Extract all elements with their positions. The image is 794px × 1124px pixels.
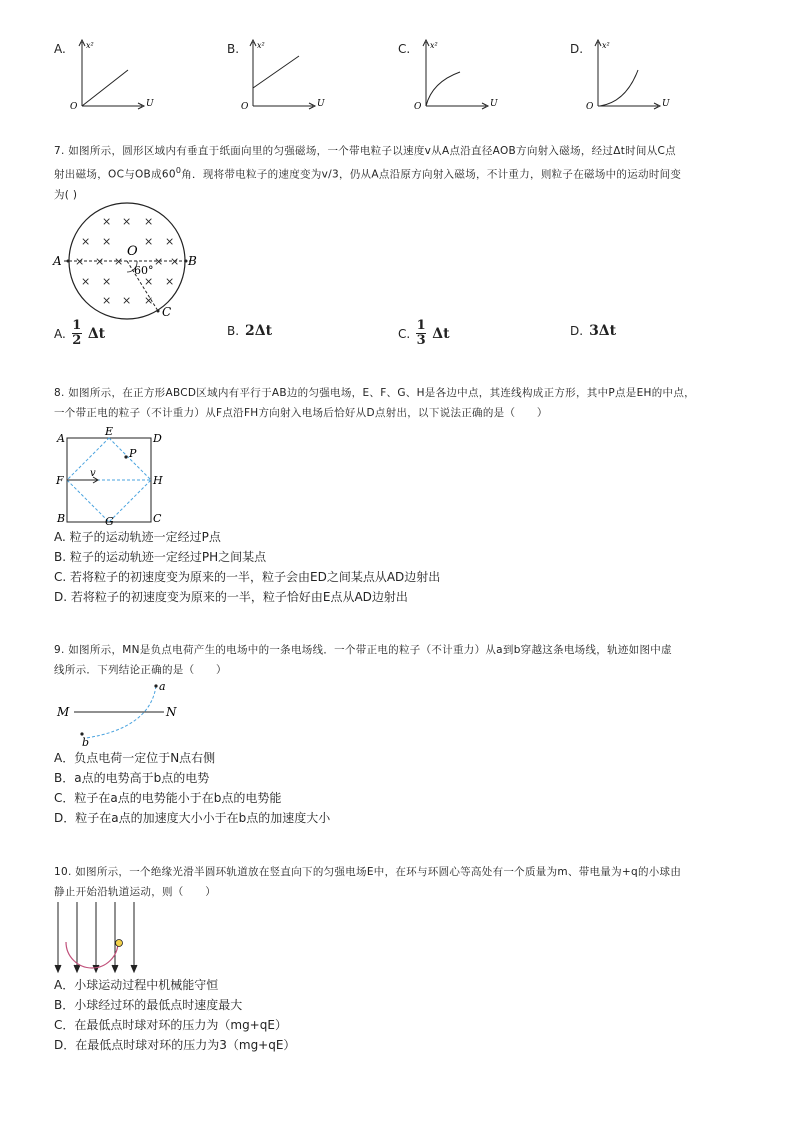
point-label-p: P bbox=[129, 447, 137, 460]
q6-graph-c bbox=[410, 36, 510, 112]
svg-text:×: × bbox=[170, 255, 180, 268]
question-9-stem bbox=[54, 640, 754, 680]
label-a: a bbox=[159, 680, 166, 693]
fraction: $\frac{1}{2}$ bbox=[72, 318, 82, 348]
point-label-e: E bbox=[105, 426, 114, 438]
q8-options bbox=[54, 527, 440, 607]
stem-line: 为( ) bbox=[54, 188, 78, 201]
option-c: C. 若将粒子的初速度变为原来的一半，粒子会由ED之间某点从AD边射出 bbox=[54, 570, 441, 584]
y-axis-label: x² bbox=[86, 41, 94, 50]
stem-line: 9. 如图所示，MN是负点电荷产生的电场中的一条电场线．一个带正电的粒子（不计重力）从a到b穿越这条电场线，轨迹如图中虚 bbox=[54, 644, 672, 656]
x-axis-label: U bbox=[662, 99, 670, 109]
curve bbox=[82, 70, 128, 106]
point-label-a: A bbox=[53, 254, 62, 268]
stem-line: 8. 如图所示，在正方形ABCD区域内有平行于AB边的匀强电场，E、F、G、H是各边中点，其连线构成正方形，其中P点是EH的中点， bbox=[54, 387, 695, 399]
point-label-c: C bbox=[153, 512, 162, 525]
option-b: B. 粒子的运动轨迹一定经过PH之间某点 bbox=[54, 550, 267, 564]
svg-text:×: × bbox=[154, 255, 164, 268]
svg-text:×: × bbox=[122, 215, 132, 228]
point-label-c: C bbox=[162, 305, 172, 319]
svg-text:×: × bbox=[144, 275, 154, 288]
ball-icon bbox=[116, 940, 123, 947]
svg-text:×: × bbox=[165, 235, 175, 248]
stem-line: 线所示．下列结论正确的是（ ） bbox=[54, 664, 227, 676]
svg-text:×: × bbox=[102, 215, 112, 228]
point-label-h: H bbox=[153, 474, 163, 487]
y-axis-label: x² bbox=[257, 41, 265, 50]
curve bbox=[253, 56, 299, 88]
option-d: D．粒子在a点的加速度大小小于在b点的加速度大小 bbox=[54, 811, 331, 825]
q7-option-d: D. 3Δt bbox=[570, 323, 617, 339]
q6-graph-b bbox=[237, 36, 337, 112]
point-label-b: B bbox=[188, 254, 197, 268]
svg-text:×: × bbox=[144, 215, 154, 228]
x-axis-label: U bbox=[146, 99, 154, 109]
svg-text:×: × bbox=[102, 235, 112, 248]
q7-magnetic-field-figure bbox=[50, 200, 210, 322]
angle-label: 60° bbox=[134, 264, 154, 277]
svg-text:×: × bbox=[122, 294, 132, 307]
q6-graph-d bbox=[582, 36, 682, 112]
question-7-stem bbox=[54, 141, 754, 205]
stem-line: 射出磁场，OC与OB成$60^0$角．现将带电粒子的速度变为v/3，仍从A点沿原方向射入磁场，不计重力，则粒子在磁场中的运动时间变 bbox=[54, 166, 682, 181]
svg-text:×: × bbox=[102, 294, 112, 307]
origin-label: O bbox=[241, 102, 249, 112]
option-b: B．a点的电势高于b点的电势 bbox=[54, 771, 210, 785]
semicircle-track bbox=[66, 942, 118, 968]
svg-text:×: × bbox=[75, 255, 85, 268]
fraction: $\frac{1}{3}$ bbox=[416, 318, 426, 348]
option-letter: A. bbox=[54, 42, 66, 56]
option-a: A. 粒子的运动轨迹一定经过P点 bbox=[54, 530, 221, 544]
option-letter: C. bbox=[398, 42, 411, 56]
svg-text:×: × bbox=[81, 275, 91, 288]
q6-graph-a bbox=[66, 36, 166, 112]
point-label-b: B bbox=[57, 512, 66, 525]
svg-text:×: × bbox=[144, 294, 154, 307]
y-axis-label: x² bbox=[602, 41, 610, 50]
svg-text:×: × bbox=[81, 235, 91, 248]
svg-text:×: × bbox=[95, 255, 105, 268]
question-8-stem bbox=[54, 383, 754, 423]
origin-label: O bbox=[70, 102, 78, 112]
point-label-a: A bbox=[57, 432, 65, 445]
option-c: C．在最低点时球对环的压力为（mg+qE） bbox=[54, 1018, 287, 1032]
origin-label: O bbox=[586, 102, 594, 112]
option-a: A．小球运动过程中机械能守恒 bbox=[54, 978, 219, 992]
option-letter: D. bbox=[570, 42, 584, 56]
q6-option-a bbox=[54, 38, 66, 57]
option-d: D．在最低点时球对环的压力为3（mg+qE） bbox=[54, 1038, 296, 1052]
q7-option-a: A. $\frac{1}{2}$ Δt bbox=[54, 318, 106, 348]
velocity-label: v bbox=[90, 468, 96, 479]
y-axis-label: x² bbox=[430, 41, 438, 50]
q9-field-line-figure bbox=[54, 678, 184, 748]
q7-option-b: B. 2Δt bbox=[227, 323, 273, 339]
x-axis-label: U bbox=[490, 99, 498, 109]
label-m: M bbox=[57, 705, 70, 719]
stem-line: 10. 如图所示，一个绝缘光滑半圆环轨道放在竖直向下的匀强电场E中，在环与环圆心等高处有一个质量为m、带电量为+q的小球由 bbox=[54, 866, 682, 878]
option-d: D. 若将粒子的初速度变为原来的一半，粒子恰好由E点从AD边射出 bbox=[54, 590, 408, 604]
stem-line: 一个带正电的粒子（不计重力）从F点沿FH方向射入电场后恰好从D点射出，以下说法正确的是（ ） bbox=[54, 407, 548, 419]
q7-option-c: C. $\frac{1}{3}$ Δt bbox=[398, 318, 450, 348]
q6-option-c bbox=[398, 38, 410, 57]
q9-options bbox=[54, 748, 330, 828]
curve bbox=[600, 70, 638, 106]
q10-options bbox=[54, 975, 295, 1055]
svg-text:×: × bbox=[165, 275, 175, 288]
stem-line: 7. 如图所示，圆形区域内有垂直于纸面向里的匀强磁场，一个带电粒子以速度v从A点沿直径AOB方向射入磁场，经过Δt时间从C点 bbox=[54, 145, 676, 157]
question-10-stem bbox=[54, 862, 754, 902]
label-n: N bbox=[166, 705, 177, 719]
svg-text:×: × bbox=[114, 255, 124, 268]
origin-label: O bbox=[414, 102, 422, 112]
point-label-f: F bbox=[56, 474, 64, 487]
stem-line: 静止开始沿轨道运动，则（ ） bbox=[54, 886, 216, 898]
point-label-g: G bbox=[105, 515, 114, 528]
label-b: b bbox=[82, 736, 90, 748]
option-c: C．粒子在a点的电势能小于在b点的电势能 bbox=[54, 791, 282, 805]
q10-ring-field-figure bbox=[52, 900, 142, 978]
option-a: A．负点电荷一定位于N点右侧 bbox=[54, 751, 216, 765]
point-label-o: O bbox=[127, 244, 138, 259]
option-letter: B. bbox=[227, 42, 240, 56]
q8-square-figure bbox=[52, 426, 172, 528]
option-b: B．小球经过环的最低点时速度最大 bbox=[54, 998, 243, 1012]
svg-text:×: × bbox=[102, 275, 112, 288]
curve bbox=[426, 72, 460, 106]
svg-text:×: × bbox=[144, 235, 154, 248]
x-axis-label: U bbox=[317, 99, 325, 109]
point-label-d: D bbox=[153, 432, 162, 445]
